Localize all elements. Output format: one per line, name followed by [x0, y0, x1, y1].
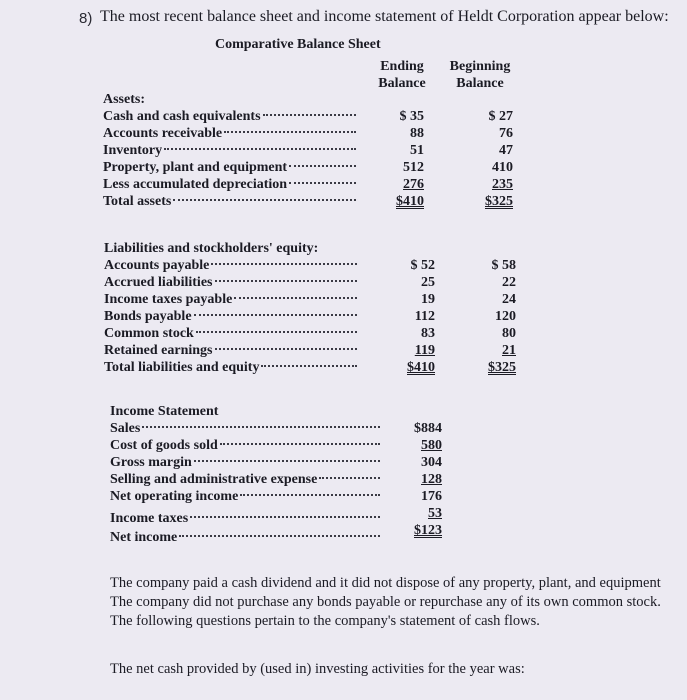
income-row-label: Cost of goods sold: [110, 437, 380, 454]
income-row-label: Gross margin: [110, 454, 380, 471]
liabilities-header: Liabilities and stockholders' equity:: [104, 241, 319, 256]
beginning-header-line1: Beginning: [449, 59, 511, 74]
liability-row-label: Bonds payable: [104, 308, 357, 325]
beginning-header-line2: Balance: [456, 76, 504, 91]
total-liabilities-beginning: $325: [488, 360, 516, 375]
asset-row-label: Property, plant and equipment: [103, 159, 356, 176]
liability-ending-value: 19: [421, 292, 435, 307]
liability-beginning-value: 24: [502, 292, 516, 307]
note-line-2: The company did not purchase any bonds payable or repurchase any of its own common stock.: [110, 594, 661, 610]
balance-sheet-title: Comparative Balance Sheet: [215, 37, 381, 52]
total-liabilities-ending: $410: [407, 360, 435, 375]
ending-header-line1: Ending: [380, 59, 424, 74]
liability-total-label: Total liabilities and equity: [104, 359, 357, 376]
question-text: The most recent balance sheet and income statement of Heldt Corporation appear below:: [100, 8, 669, 25]
note-line-1: The company paid a cash dividend and it did not dispose of any property, plant, and equipment: [110, 575, 661, 591]
liability-row-label: Retained earnings: [104, 342, 357, 359]
income-row-label: Selling and administrative expense: [110, 471, 380, 488]
asset-beginning-value: 47: [499, 143, 513, 158]
asset-ending-value: 512: [403, 160, 424, 175]
assets-header: Assets:: [103, 92, 145, 107]
asset-ending-value: $ 35: [399, 109, 424, 124]
asset-row-label: Inventory: [103, 142, 356, 159]
income-row-value: 304: [421, 455, 442, 470]
income-row-label: Net operating income: [110, 488, 380, 505]
beginning-balance-header: [441, 58, 519, 92]
asset-total-label: Total assets: [103, 193, 356, 210]
asset-row-label: Cash and cash equivalents: [103, 108, 356, 125]
note-line-3: The following questions pertain to the company's statement of cash flows.: [110, 613, 540, 629]
liability-beginning-value: $ 58: [491, 258, 516, 273]
ending-header-line2: Balance: [378, 76, 426, 91]
liability-beginning-value: 21: [502, 343, 516, 358]
asset-row-label: Less accumulated depreciation: [103, 176, 356, 193]
net-income-label: Net income: [110, 529, 380, 546]
asset-beginning-value: $ 27: [488, 109, 513, 124]
income-statement-title: Income Statement: [110, 404, 219, 419]
liability-beginning-value: 80: [502, 326, 516, 341]
asset-row-label: Accounts receivable: [103, 125, 356, 142]
total-assets-ending: $410: [396, 194, 424, 209]
asset-ending-value: 88: [410, 126, 424, 141]
net-income-value: $123: [414, 523, 442, 538]
liability-row-label: Accrued liabilities: [104, 274, 357, 291]
income-row-value: 53: [428, 506, 442, 521]
income-row-value: 128: [421, 472, 442, 487]
income-row-label: Sales: [110, 420, 380, 437]
liability-ending-value: 25: [421, 275, 435, 290]
income-row-value: $884: [414, 421, 442, 436]
income-row-value: 580: [421, 438, 442, 453]
liability-beginning-value: 22: [502, 275, 516, 290]
liability-row-label: Common stock: [104, 325, 357, 342]
liability-ending-value: 119: [414, 343, 435, 358]
asset-beginning-value: 235: [492, 177, 513, 192]
total-assets-beginning: $325: [485, 194, 513, 209]
asset-beginning-value: 76: [499, 126, 513, 141]
asset-ending-value: 276: [403, 177, 424, 192]
income-row-value: 176: [421, 489, 442, 504]
question-number: 8): [79, 10, 93, 27]
asset-beginning-value: 410: [492, 160, 513, 175]
question-prompt: The net cash provided by (used in) investing activities for the year was:: [110, 661, 525, 677]
liability-beginning-value: 120: [495, 309, 516, 324]
liability-row-label: Accounts payable: [104, 257, 357, 274]
ending-balance-header: [372, 58, 432, 92]
asset-ending-value: 51: [410, 143, 424, 158]
liability-ending-value: 83: [421, 326, 435, 341]
liability-row-label: Income taxes payable: [104, 291, 357, 308]
liability-ending-value: $ 52: [410, 258, 435, 273]
liability-ending-value: 112: [414, 309, 435, 324]
income-row-label: Income taxes: [110, 510, 380, 527]
